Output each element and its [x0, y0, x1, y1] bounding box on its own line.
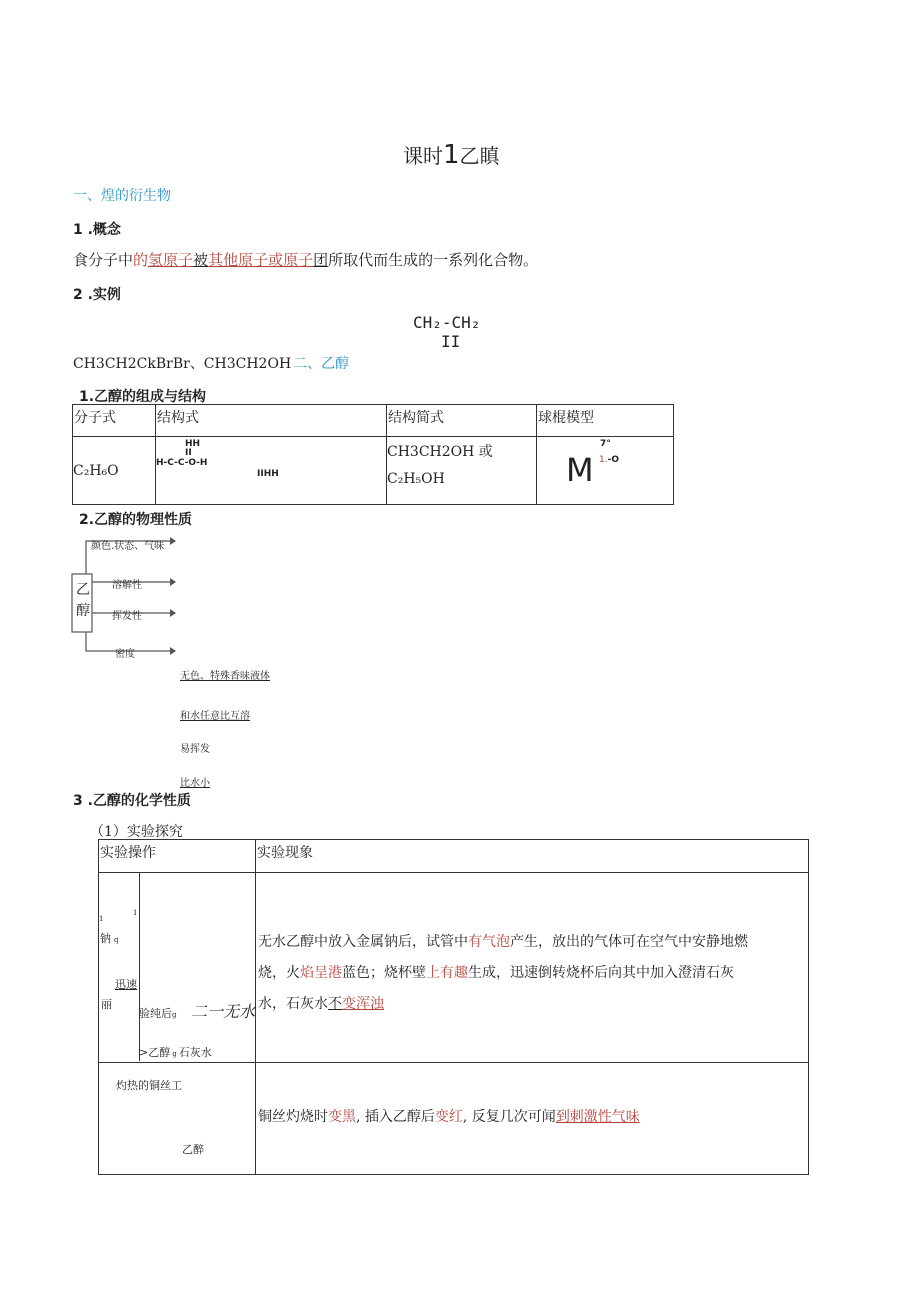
header-cell: 实验操作	[99, 840, 256, 873]
ethanol-lime-label	[139, 1044, 212, 1060]
lime-text: 石灰水	[178, 1046, 212, 1059]
ethanol-g: g	[172, 1050, 177, 1058]
molecular-formula-cell	[73, 437, 156, 505]
header-cell: 球棍模型	[537, 405, 674, 437]
concept-pre: 食分子中	[73, 251, 134, 269]
copper-wire-label: 灼热的铜丝工	[116, 1079, 182, 1092]
image-mark: 1	[133, 909, 138, 917]
phenomenon-line: 无水乙醇中放入金属钠后，试管中有气泡产生，放出的气体可在空气中安静地燃	[258, 934, 748, 950]
copper-phenomenon: 铜丝灼烧时变黑, 插入乙醇后变红, 反复几次可闻到刺激性气味	[256, 1063, 809, 1175]
simple-formula-cell	[387, 437, 537, 505]
concept-mid3: 团	[313, 251, 329, 269]
copper-experiment-image	[99, 1063, 256, 1175]
example-formulas: CH3CH2CkBrBr、CH3CH2OH	[73, 356, 292, 372]
simple-formula-2: C₂H₅OH	[387, 471, 445, 487]
concept-post: 所取代而生成的一系列化合物。	[328, 251, 539, 269]
model-note-red: 1.	[599, 455, 608, 465]
header-cell: 结构式	[156, 405, 387, 437]
formula-top: CH₂-CH₂	[413, 313, 481, 332]
header-cell: 分子式	[73, 405, 156, 437]
example-line	[73, 353, 349, 373]
image-divider	[139, 873, 140, 1061]
concept-red1: 氢原子	[148, 251, 194, 269]
branch-label: 挥发性	[112, 611, 142, 622]
part2-heading: 2.乙醇的物理性质	[79, 512, 193, 528]
sodium-q: q	[114, 936, 119, 944]
model-letter: M	[566, 451, 594, 489]
fast-label: 迅速	[115, 978, 137, 991]
image-mark: 1	[99, 915, 104, 923]
model-sup: 7°	[600, 439, 611, 449]
answer-solubility: 和水任意比互溶	[180, 711, 250, 722]
check-label	[139, 1005, 176, 1021]
section2-heading: 二、乙醇	[293, 356, 350, 372]
concept-mid2: 被	[193, 251, 209, 269]
branch-label: 颜色.状态、气味	[91, 541, 165, 552]
branch-label: 溶解性	[112, 580, 142, 591]
check-text: 验纯后	[139, 1007, 172, 1020]
header-cell: 结构简式	[387, 405, 537, 437]
phenomenon-line: 水，石灰水不变浑浊	[258, 996, 384, 1012]
title-suffix: 乙瞋	[459, 144, 500, 168]
center-char-2: 醇	[76, 603, 90, 619]
title-prefix: 课时	[403, 144, 443, 168]
ethanol-text: >乙醇	[139, 1046, 171, 1059]
structural-formula-cell	[156, 437, 387, 505]
branch-label: 密度	[115, 649, 135, 660]
li-label: 丽	[101, 998, 112, 1011]
diagram-arrowheads	[170, 537, 176, 655]
molecular-formula: C₂H₆O	[73, 462, 119, 479]
simple-formula-1: CH3CH2OH 或	[387, 444, 493, 460]
answer-density: 比水小	[180, 778, 210, 789]
answer-appearance: 无色、特殊香味液体	[180, 671, 270, 682]
experiment-subheading: （1）实验探究	[90, 824, 183, 840]
sodium-phenomenon	[256, 873, 809, 1063]
struct-bottom: IIHH	[257, 469, 279, 479]
example-heading: 2 .实例	[73, 287, 121, 303]
struct-mid: H-C-C-O-H	[156, 458, 208, 468]
sodium-experiment-image	[99, 873, 256, 1063]
title-num: 1	[443, 140, 460, 170]
center-char-1: 乙	[76, 582, 90, 598]
part1-heading: 1.乙醇的组成与结构	[79, 389, 207, 405]
concept-mid1: 的	[133, 251, 149, 269]
sodium-label	[100, 930, 118, 946]
handwritten-label: 二一无水	[191, 1002, 256, 1021]
structure-table	[72, 404, 674, 505]
experiment-table	[98, 839, 809, 1175]
copper-ethanol-label: 乙醉	[182, 1143, 204, 1156]
ball-stick-cell	[537, 437, 674, 505]
model-note-o: -O	[607, 455, 619, 465]
formula-bottom: II	[441, 332, 461, 351]
page-title	[403, 140, 500, 170]
answer-volatility: 易挥发	[180, 744, 210, 755]
struct-top2: II	[185, 448, 192, 458]
part3-heading: 3 .乙醇的化学性质	[73, 793, 191, 809]
check-g: g	[172, 1011, 177, 1019]
sodium-char: 钠	[100, 932, 111, 945]
header-cell: 实验现象	[256, 840, 809, 873]
diagram-lines	[86, 541, 170, 651]
diagram-center-label	[76, 580, 88, 622]
phenomenon-line: 烧，火焰呈港蓝色；烧杯壁上有趣生成，迅速倒转烧杯后向其中加入澄清石灰	[258, 965, 734, 981]
section-heading: 一、煌的衍生物	[73, 188, 171, 204]
concept-text	[73, 249, 538, 270]
concept-red2: 其他原子或原子	[208, 251, 314, 269]
concept-heading: 1 .概念	[73, 222, 121, 238]
struct-top1: HH	[185, 439, 201, 449]
model-note	[599, 455, 619, 465]
